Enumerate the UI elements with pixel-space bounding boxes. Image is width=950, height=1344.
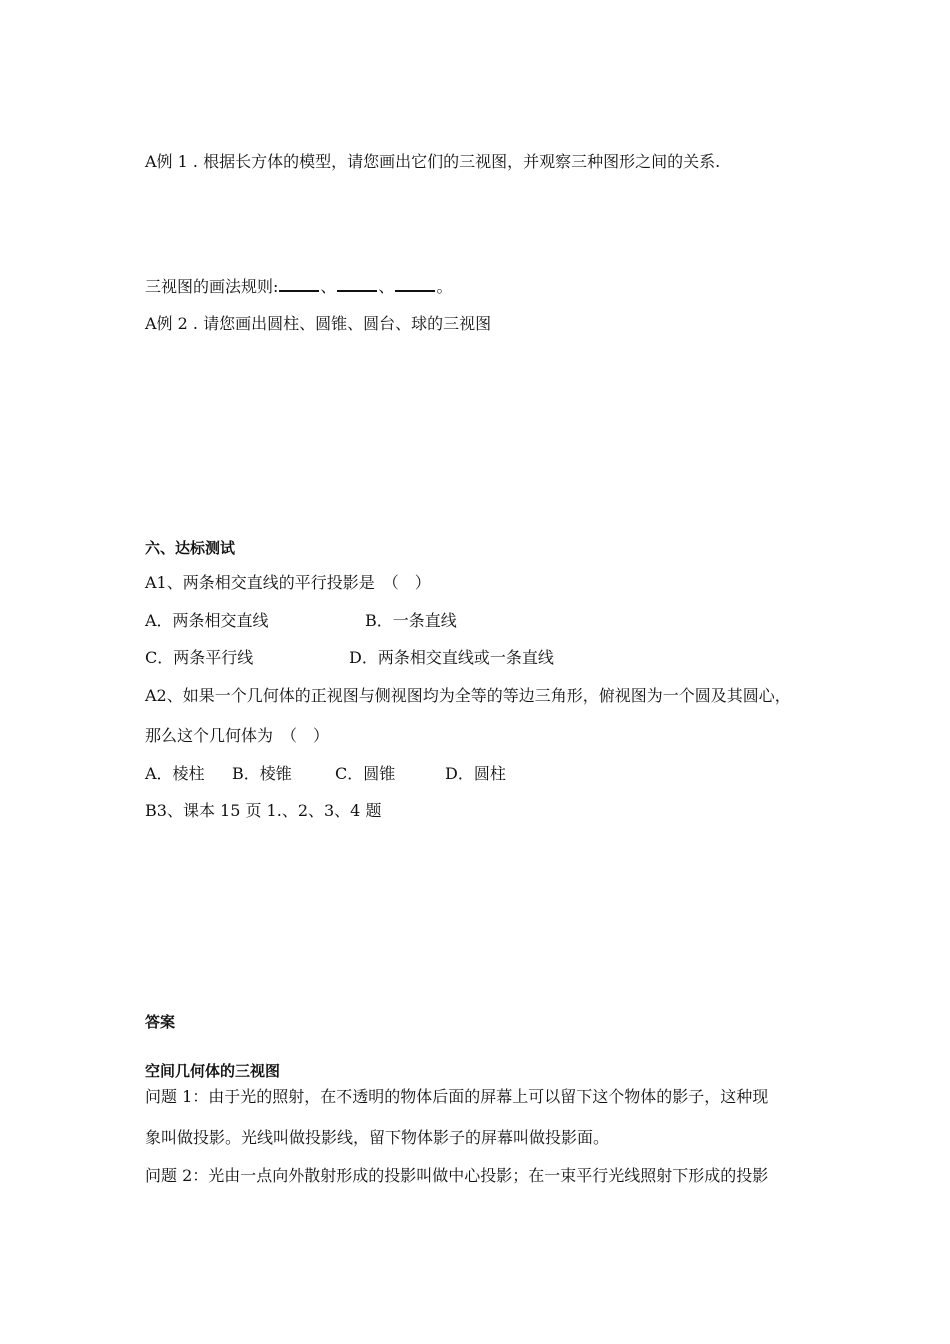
question-a1-option-b: B．一条直线 xyxy=(365,611,457,630)
separator-1: 、 xyxy=(320,277,337,296)
question-a2-option-d: D．圆柱 xyxy=(445,764,506,783)
example-1: A例 1 . 根据长方体的模型，请您画出它们的三视图，并观察三种图形之间的关系. xyxy=(145,152,721,171)
question-a2-stem-line-2: 那么这个几何体为 （ ） xyxy=(145,726,330,745)
question-a1-stem: A1、两条相交直线的平行投影是 （ ） xyxy=(145,573,431,592)
blank-2[interactable] xyxy=(337,276,377,292)
question-b3: B3、课本 15 页 1.、2、3、4 题 xyxy=(145,801,382,820)
rules-end: 。 xyxy=(436,277,453,296)
question-a2-option-c: C．圆锥 xyxy=(335,764,396,783)
example-2: A例 2 . 请您画出圆柱、圆锥、圆台、球的三视图 xyxy=(145,314,492,333)
question-a2-option-a: A．棱柱 xyxy=(145,764,205,783)
question-a2-option-b: B．棱锥 xyxy=(232,764,292,783)
section-6-title: 六、达标测试 xyxy=(145,539,236,557)
drawing-rules-line xyxy=(145,276,452,297)
blank-1[interactable] xyxy=(279,276,319,292)
question-a2-stem-line-1: A2、如果一个几何体的正视图与侧视图均为全等的等边三角形，俯视图为一个圆及其圆心， xyxy=(145,686,791,705)
answers-title: 答案 xyxy=(145,1013,176,1031)
blank-3[interactable] xyxy=(395,276,435,292)
drawing-rules-label: 三视图的画法规则: xyxy=(145,277,279,296)
answer-1-line-1: 问题 1：由于光的照射，在不透明的物体后面的屏幕上可以留下这个物体的影子，这种现 xyxy=(145,1087,769,1106)
question-a1-option-d: D．两条相交直线或一条直线 xyxy=(349,648,554,667)
answer-2-line-1: 问题 2：光由一点向外散射形成的投影叫做中心投影；在一束平行光线照射下形成的投影 xyxy=(145,1166,769,1185)
separator-2: 、 xyxy=(378,277,395,296)
question-a1-option-c: C．两条平行线 xyxy=(145,648,254,667)
answers-subtitle: 空间几何体的三视图 xyxy=(145,1062,281,1080)
answer-1-line-2: 象叫做投影。光线叫做投影线，留下物体影子的屏幕叫做投影面。 xyxy=(145,1128,610,1147)
question-a1-option-a: A．两条相交直线 xyxy=(145,611,269,630)
